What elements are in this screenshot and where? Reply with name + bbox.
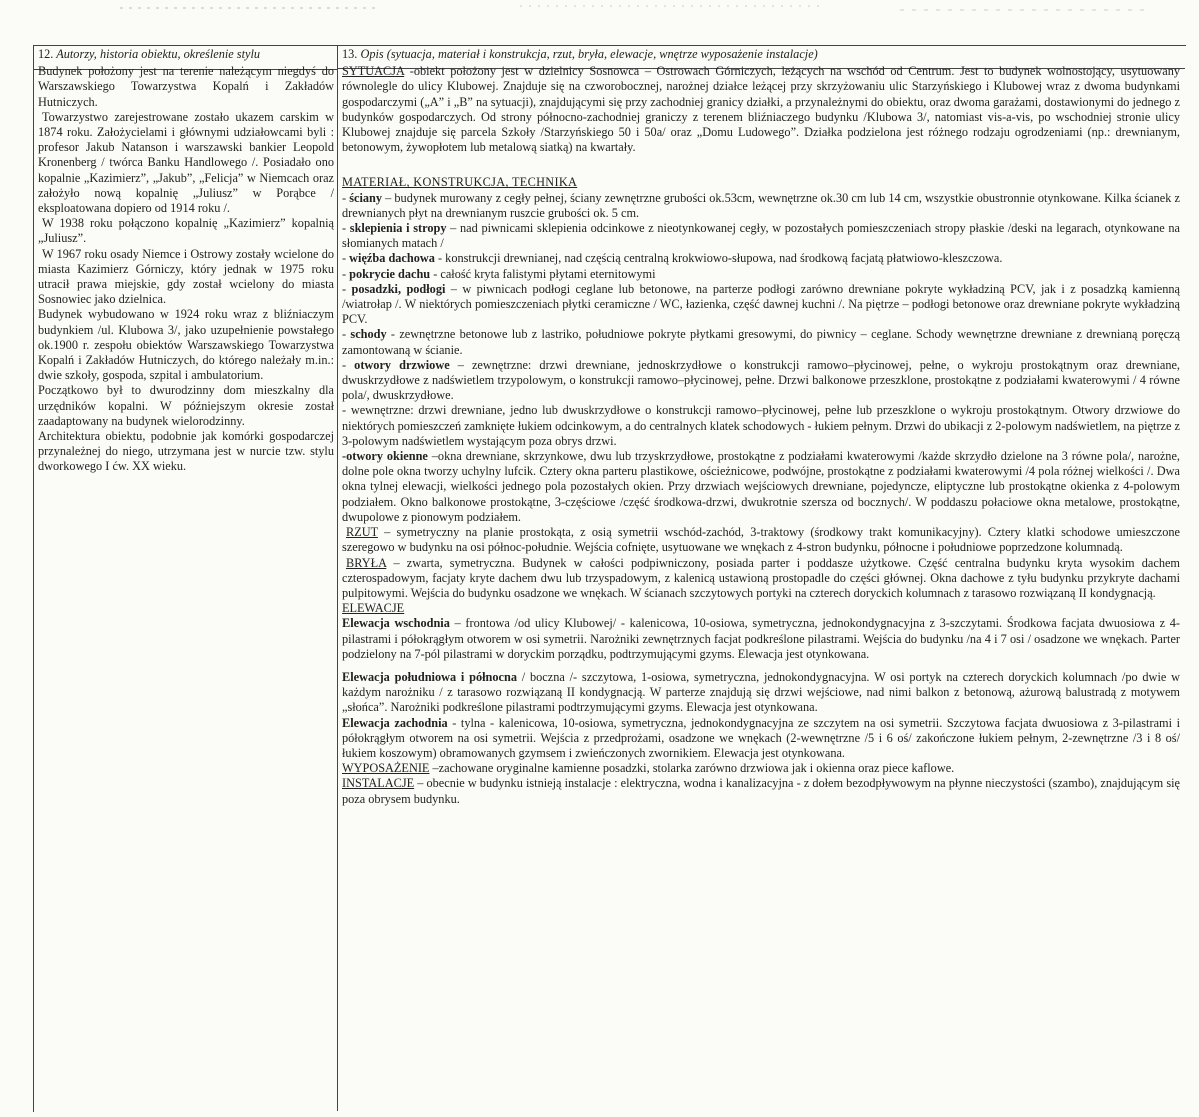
material-item-truss: - więźba dachowa - konstrukcji drewnianej, nad częścią centralną krokwiowo-słupowa, nad środkową facjatą płatwiowo-kleszczowa. (342, 251, 1003, 266)
material-label: MATERIAŁ, KONSTRUKCJA, TECHNIKA (342, 175, 578, 190)
instalacje-label: INSTALACJE (342, 776, 415, 791)
material-item-text: – zewnętrzne: drzwi drewniane, jednoskrzydłowe o konstrukcji ramowo–płycinowej, pełne, o wykroju prostokątnym oraz drewniane, dwuskrzydłowe z nadświetlem trzypolowym, o konstrukcji ramowo–płycinowej, pełne. Drzwi balkonowe przeszklone, prostokątne z podziałami kwaterowymi / 4 równe pola/, dwuskrzydłowe. (342, 357, 1181, 403)
history-para-2: Towarzystwo zarejestrowane zostało ukazem carskim w 1874 roku. Założycielami i głównymi udziałowcami byli : profesor Jakub Natanson i warszawski bankier Leopold Kronenberg / twórca Banku Handlowego /. Posiadało ono kopalnie „Kazimierz”, „Jakub”, „Felicja” w Niemcach oraz założyło nową kopalnię „Juliusz” w Porąbce / eksploatowana dopiero od 1914 roku /. (38, 109, 334, 216)
material-item-windows (342, 449, 1180, 525)
history-para-5: Budynek wybudowano w 1924 roku wraz z bliźniaczym budynkiem /ul. Klubowa 3/, jako uzupełnienie powstałego ok.1900 r. zespołu obiektów Warszawskiego Towarzystwa Kopalń i Zakładów Hutniczych, do którego należały m.in.: dwie szkoły, gospoda, szpital i ambulatorium. (38, 307, 334, 383)
history-para-4: W 1967 roku osady Niemce i Ostrowy zostały wcielone do miasta Kazimierz Górniczy, który jednak w 1975 roku utracił prawa miejskie, gdy został wcielony do miasta Sosnowiec jako dzielnica. (38, 246, 334, 307)
material-item-text: – budynek murowany z cegły pełnej, ściany zewnętrzne grubości ok.53cm, wewnętrzne ok.30 cm lub 14 cm, wszystkie obustronnie otynkowane. Kilka ścianek z drewnianych płyt na drewnianym ruszcie grubości ok. 5 cm. (342, 190, 1180, 220)
material-item-inner-doors (342, 403, 1180, 449)
description-column (342, 47, 1180, 807)
elewacja-west (342, 716, 1180, 762)
bryla-label: BRYŁA (346, 555, 387, 570)
rzut-label: RZUT (346, 525, 378, 540)
bryla-section (342, 556, 1180, 602)
history-para-3: W 1938 roku połączono kopalnię „Kazimierz” kopalnią „Juliusz”. (38, 216, 334, 246)
history-para-7: Architektura obiektu, podobnie jak komórki gospodarczej przynależnej do niego, utrzymana jest w nurcie tzw. stylu dworkowego I ćw. XX wieku. (38, 429, 334, 474)
elewacja-label: Elewacja południowa i północna (342, 669, 517, 684)
material-item-label: schody (350, 327, 387, 342)
column-divider (337, 45, 338, 1111)
bryla-text: – zwarta, symetryczna. Budynek w całości podpiwniczony, posiada parter i poddasze użytkowe. Część centralna budynku kryta wysokim dachem czterospadowym, facjaty kryte dachem dwu lub trzyspadowym, z kalenicą ustawioną prostopadle do części głównej. Okna dachowe z tyłu budynku przykryte dachami pulpitowymi. Wejścia do budynku osadzone we wnękach. W ścianach szczytowych portyki na czterech doryckich kolumnach z tarasowo rozwiązaną II kondygnacją. (342, 555, 1180, 600)
material-item-floors: - posadzki, podłogi – w piwnicach podłogi ceglane lub betonowe, na parterze podłogi zarówno drewniane pokryte wykładziną PCV, jak i z posadzką kamienną /wiatrołap /. W niektórych pomieszczeniach płytki ceramiczne / WC, łazienka, część dawnej kuchni /. Na piętrze – podłogi betonowe oraz drewniane pokryte wykładziną PCV. (342, 281, 1180, 327)
elewacja-south-north (342, 670, 1180, 716)
elewacje-label: ELEWACJE (342, 601, 405, 616)
elewacje-heading (342, 601, 1180, 616)
material-item-label: ściany (349, 190, 383, 205)
sytuacja-section (342, 64, 1180, 155)
elewacja-label: Elewacja zachodnia (342, 715, 448, 730)
material-item-vaults: - sklepienia i stropy – nad piwnicami sklepienia odcinkowe z nieotynkowanej cegły, w pozostałych pomieszczeniach stropy płaskie /deski na legarach, otynkowane na słomianych matach / (342, 221, 1181, 251)
scan-noise (0, 0, 1199, 30)
material-item-label: otwory drzwiowe (354, 357, 450, 372)
material-item-text: - wewnętrzne: drzwi drewniane, jedno lub dwuskrzydłowe o konstrukcji ramowo–płycinowej, pełne lub przeszklone o wykroju prostokątnym. Otwory drzwiowe do niektórych pomieszczeń zamknięte łukiem odcinkowym, a do centralnych klatek schodowych - łukiem pełnym. Drzwi do ubikacji z 2-polowym nadświetlem, na piętrze z 3-polowym nadświetlem wystającym poza obrys drzwi. (342, 403, 1180, 448)
instalacje-text: – obecnie w budynku istnieją instalacje : elektryczna, wodna i kanalizacyjna - z dołem bezodpływowym na płynne nieczystości (szambo), znajdującym się poza obrysem budynku. (342, 776, 1180, 806)
wyposazenie-text: –zachowane oryginalne kamienne posadzki, stolarka zarówno drzwiowa jak i okienna oraz piece kaflowe. (429, 761, 955, 776)
material-item-text: - konstrukcji drewnianej, nad częścią centralną krokwiowo-słupowa, nad środkową facjatą płatwiowo-kleszczowa. (434, 251, 1003, 266)
material-item-text: - zewnętrzne betonowe lub z lastriko, południowe pokryte płytkami gresowymi, do piwnicy – ceglane. Schody wewnętrzne drewniane z drewnianą poręczą zamontowaną w ścianie. (342, 327, 1180, 357)
material-item-label: posadzki, podłogi (351, 281, 446, 296)
elewacja-label: Elewacja wschodnia (342, 616, 450, 631)
material-item-doors: - otwory drzwiowe – zewnętrzne: drzwi drewniane, jednoskrzydłowe o konstrukcji ramowo–płycinowej, pełne, o wykroju prostokątnym oraz drewniane, dwuskrzydłowe z nadświetlem trzypolowym, o konstrukcji ramowo–płycinowej, pełne. Drzwi balkonowe przeszklone, prostokątne z podziałami kwaterowymi / 4 równe pola/, dwuskrzydłowe. (342, 357, 1181, 403)
material-item-text: – w piwnicach podłogi ceglane lub betonowe, na parterze podłogi zarówno drewniane pokryte wykładziną PCV, jak i z posadzką kamienną /wiatrołap /. W niektórych pomieszczeniach płytki ceramiczne / WC, łazienka, część dawnej kuchni /. Na piętrze – podłogi betonowe oraz drewniane pokryte wykładziną PCV. (342, 281, 1180, 327)
elewacja-east (342, 616, 1180, 662)
history-header-num: 12. (38, 47, 54, 61)
sytuacja-text: -obiekt położony jest w dzielnicy Sosnowca – Ostrowach Górniczych, leżących na wschód od Centrum. Jest to budynek wolnostojący, usytuowany równolegle do ulicy Klubowej. Znajduje się na czworobocznej, narożnej działce leżącej przy skrzyżowaniu ulic Starzyńskiego i Klubowej wraz z dwoma budynkami gospodarczymi („A” i „B” na sytuacji), znajdującymi się przy zachodniej granicy działki, a przynależnymi do obiektu, oraz dwoma garażami, dostawionymi do jednego z budynków gospodarczych. Od strony północno-zachodniej graniczy z terenem bliźniaczego budynku /Klubowa 3/, natomiast vis-a-vis, po wschodniej stronie ulicy Klubowej znajduje się parcela Szkoły /Starzyńskiego 50 i 50a/ oraz „Domu Ludowego”. Działka podzielona jest różnego rodzaju ogrodzeniami (np.: drewnianym, betonowym, żywopłotem lub metalową siatką) na kwartały. (342, 64, 1180, 155)
material-item-label: pokrycie dachu (349, 266, 431, 281)
instalacje-section (342, 776, 1180, 806)
elewacja-text: – frontowa /od ulicy Klubowej/ - kalenicowa, 10-osiowa, symetryczna, jednokondygnacyjna z 3-szczytami. Środkowa facjata dwuosiowa z 4-pilastrami i półokrągłym otworem w osi symetrii. Narożniki zewnętrznych facjat podkreślone pilastrami. Wejścia do budynku /na 4 i 7 osi / osadzone we wnękach. Parter podzielony na 7-pól pilastrami w doryckim porządku, podtrzymującymi gzyms. Elewacja jest otynkowana. (342, 616, 1180, 661)
material-item-stairs: - schody - zewnętrzne betonowe lub z lastriko, południowe pokryte płytkami gresowymi, do piwnicy – ceglane. Schody wewnętrzne drewniane z drewnianą poręczą zamontowaną w ścianie. (342, 327, 1180, 357)
description-header-num: 13. (342, 47, 358, 61)
wyposazenie-label: WYPOSAŻENIE (342, 761, 430, 776)
material-item-label: -otwory okienne (342, 449, 428, 464)
material-item-text: –okna drewniane, skrzynkowe, dwu lub trzyskrzydłowe, prostokątne z podziałami kwaterowymi /każde skrzydło dzielone na 3 równe pola/, narożne, dolne pole okna tworzy uchylny lufcik. Cztery okna parteru plastikowe, ościeżnicowe, podwójne, prostokątne z podziałami kwaterowymi /4 pola różnej wielkości /. Dwa okna tylnej elewacji, wielkości jednego pola pozostałych okien. Przy drzwiach wejściowych drewniane, pojedyncze, eliptyczne lub prostokątne okienka z 4-polowym podziałem. Okno balkonowe prostokątne, 3-częściowe /część środkowa-drzwi, dwukrotnie szersza od bocznych/. W poddaszu połaciowe okna metalowe, prostokątne, dwupolowe z pionowym podziałem. (342, 449, 1180, 524)
material-item-label: więźba dachowa (349, 251, 435, 266)
wyposazenie-section (342, 761, 1180, 776)
rzut-section (342, 525, 1180, 555)
material-item-text: – nad piwnicami sklepienia odcinkowe z nieotynkowanej cegły, w pozostałych pomieszczeniach stropy płaskie /deski na legarach, otynkowane na słomianych matach / (342, 221, 1181, 251)
rzut-text: – symetryczny na planie prostokąta, z osią symetrii wschód-zachód, 3-traktowy (środkowy trakt komunikacyjny). Cztery klatki schodowe umieszczone szeregowo w budynku na osi północ-południe. Wejścia cofnięte, usytuowane we wnękach z 4-stron budynku, północne i południowe poprzedzone kolumnadą. (342, 525, 1180, 555)
elewacja-text: - tylna - kalenicowa, 10-osiowa, symetryczna, jednokondygnacyjna ze szczytem na osi symetrii. Szczytowa facjata dwuosiowa z 3-pilastrami i półokrągłym otworem na osi symetrii. Wejścia z przedprożami, osadzone we wnękach (2-wewnętrzne /5 i 6 oś/ zakończone łukiem pełnym, 2-zewnętrzne /3 i 8 oś/ łukiem koszowym) obramowanych gzymsem i zwieńczonych zwornikiem. Elewacja jest otynkowana. (342, 715, 1180, 760)
history-header-text: Autorzy, historia obiektu, określenie stylu (56, 47, 261, 61)
material-item-roofing: - pokrycie dachu - całość kryta falistymi płytami eternitowymi (342, 266, 656, 281)
material-item-walls: - ściany – budynek murowany z cegły pełnej, ściany zewnętrzne grubości ok.53cm, wewnętrzne ok.30 cm lub 14 cm, wszystkie obustronnie otynkowane. Kilka ścianek z drewnianych płyt na drewnianym ruszcie grubości ok. 5 cm. (342, 190, 1180, 220)
history-column (38, 47, 334, 475)
history-para-6: Początkowo był to dwurodzinny dom mieszkalny dla urzędników kopalni. W późniejszym okresie został zaadaptowany na budynek wielorodzinny. (38, 383, 334, 428)
history-header (38, 47, 334, 62)
sytuacja-label: SYTUACJA (342, 64, 405, 79)
description-header-text: Opis (sytuacja, materiał i konstrukcja, rzut, bryła, elewacje, wnętrze wyposażenie instalacje) (360, 47, 818, 61)
history-para-1: Budynek położony jest na terenie należącym niegdyś do Warszawskiego Towarzystwa Kopalń i Zakładów Hutniczych. (38, 64, 334, 109)
material-item-text: - całość kryta falistymi płytami eternitowymi (430, 266, 656, 281)
elewacja-text: / boczna /- szczytowa, 1-osiowa, symetryczna, jednokondygnacyjna. W osi portyk na czterech doryckich kolumnach /po dwie w każdym narożniku / z tarasowo rozwiązaną II kondygnacją. W parterze znajdują się drzwi wejściowe, nad nimi balkon z betonową, ażurową balustradą z motywem „słońca”. Narożniki podkreślone pilastrami podtrzymującymi gzyms. Elewacja jest otynkowana. (342, 669, 1180, 715)
description-header (342, 47, 1180, 62)
material-item-label: sklepienia i stropy (349, 221, 447, 236)
